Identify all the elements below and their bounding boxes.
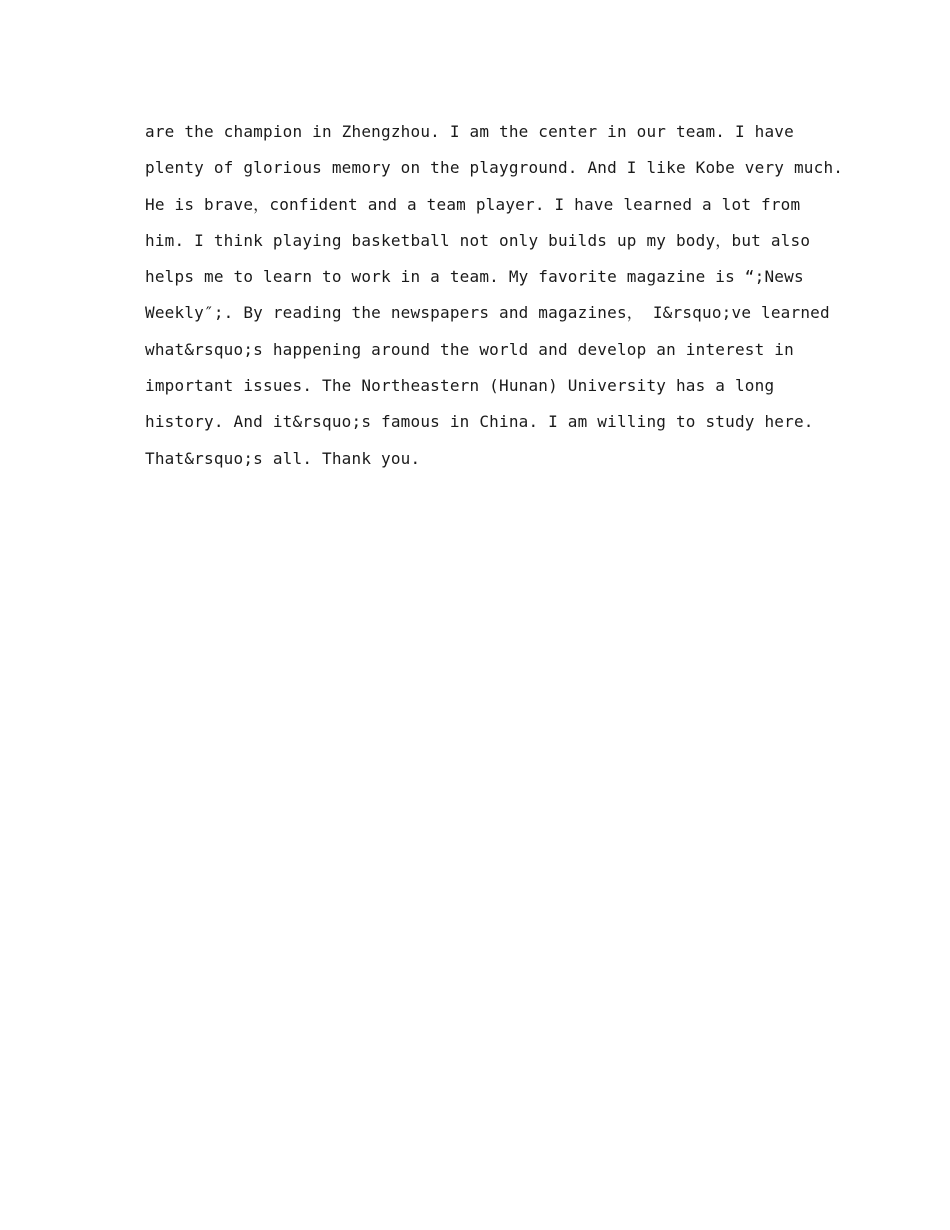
text-line: Weekly″;. By reading the newspapers and magazines， I&rsquo;ve learned [145,303,830,323]
text-line: That&rsquo;s all. Thank you. [145,448,421,468]
text-line: him. I think playing basketball not only builds up my body，but also [145,230,811,250]
text-line: He is brave，confident and a team player. I have learned a lot from [145,194,801,214]
text-line: important issues. The Northeastern (Hunan) University has a long [145,376,775,396]
text-line: history. And it&rsquo;s famous in China. I am willing to study here. [145,412,814,432]
text-line: plenty of glorious memory on the playground. And I like Kobe very much. [145,158,844,178]
text-line: are the champion in Zhengzhou. I am the center in our team. I have [145,122,794,141]
text-line: helps me to learn to work in a team. My favorite magazine is “;News [145,267,804,287]
body-paragraph [145,114,845,477]
text-line: what&rsquo;s happening around the world and develop an interest in [145,339,794,359]
